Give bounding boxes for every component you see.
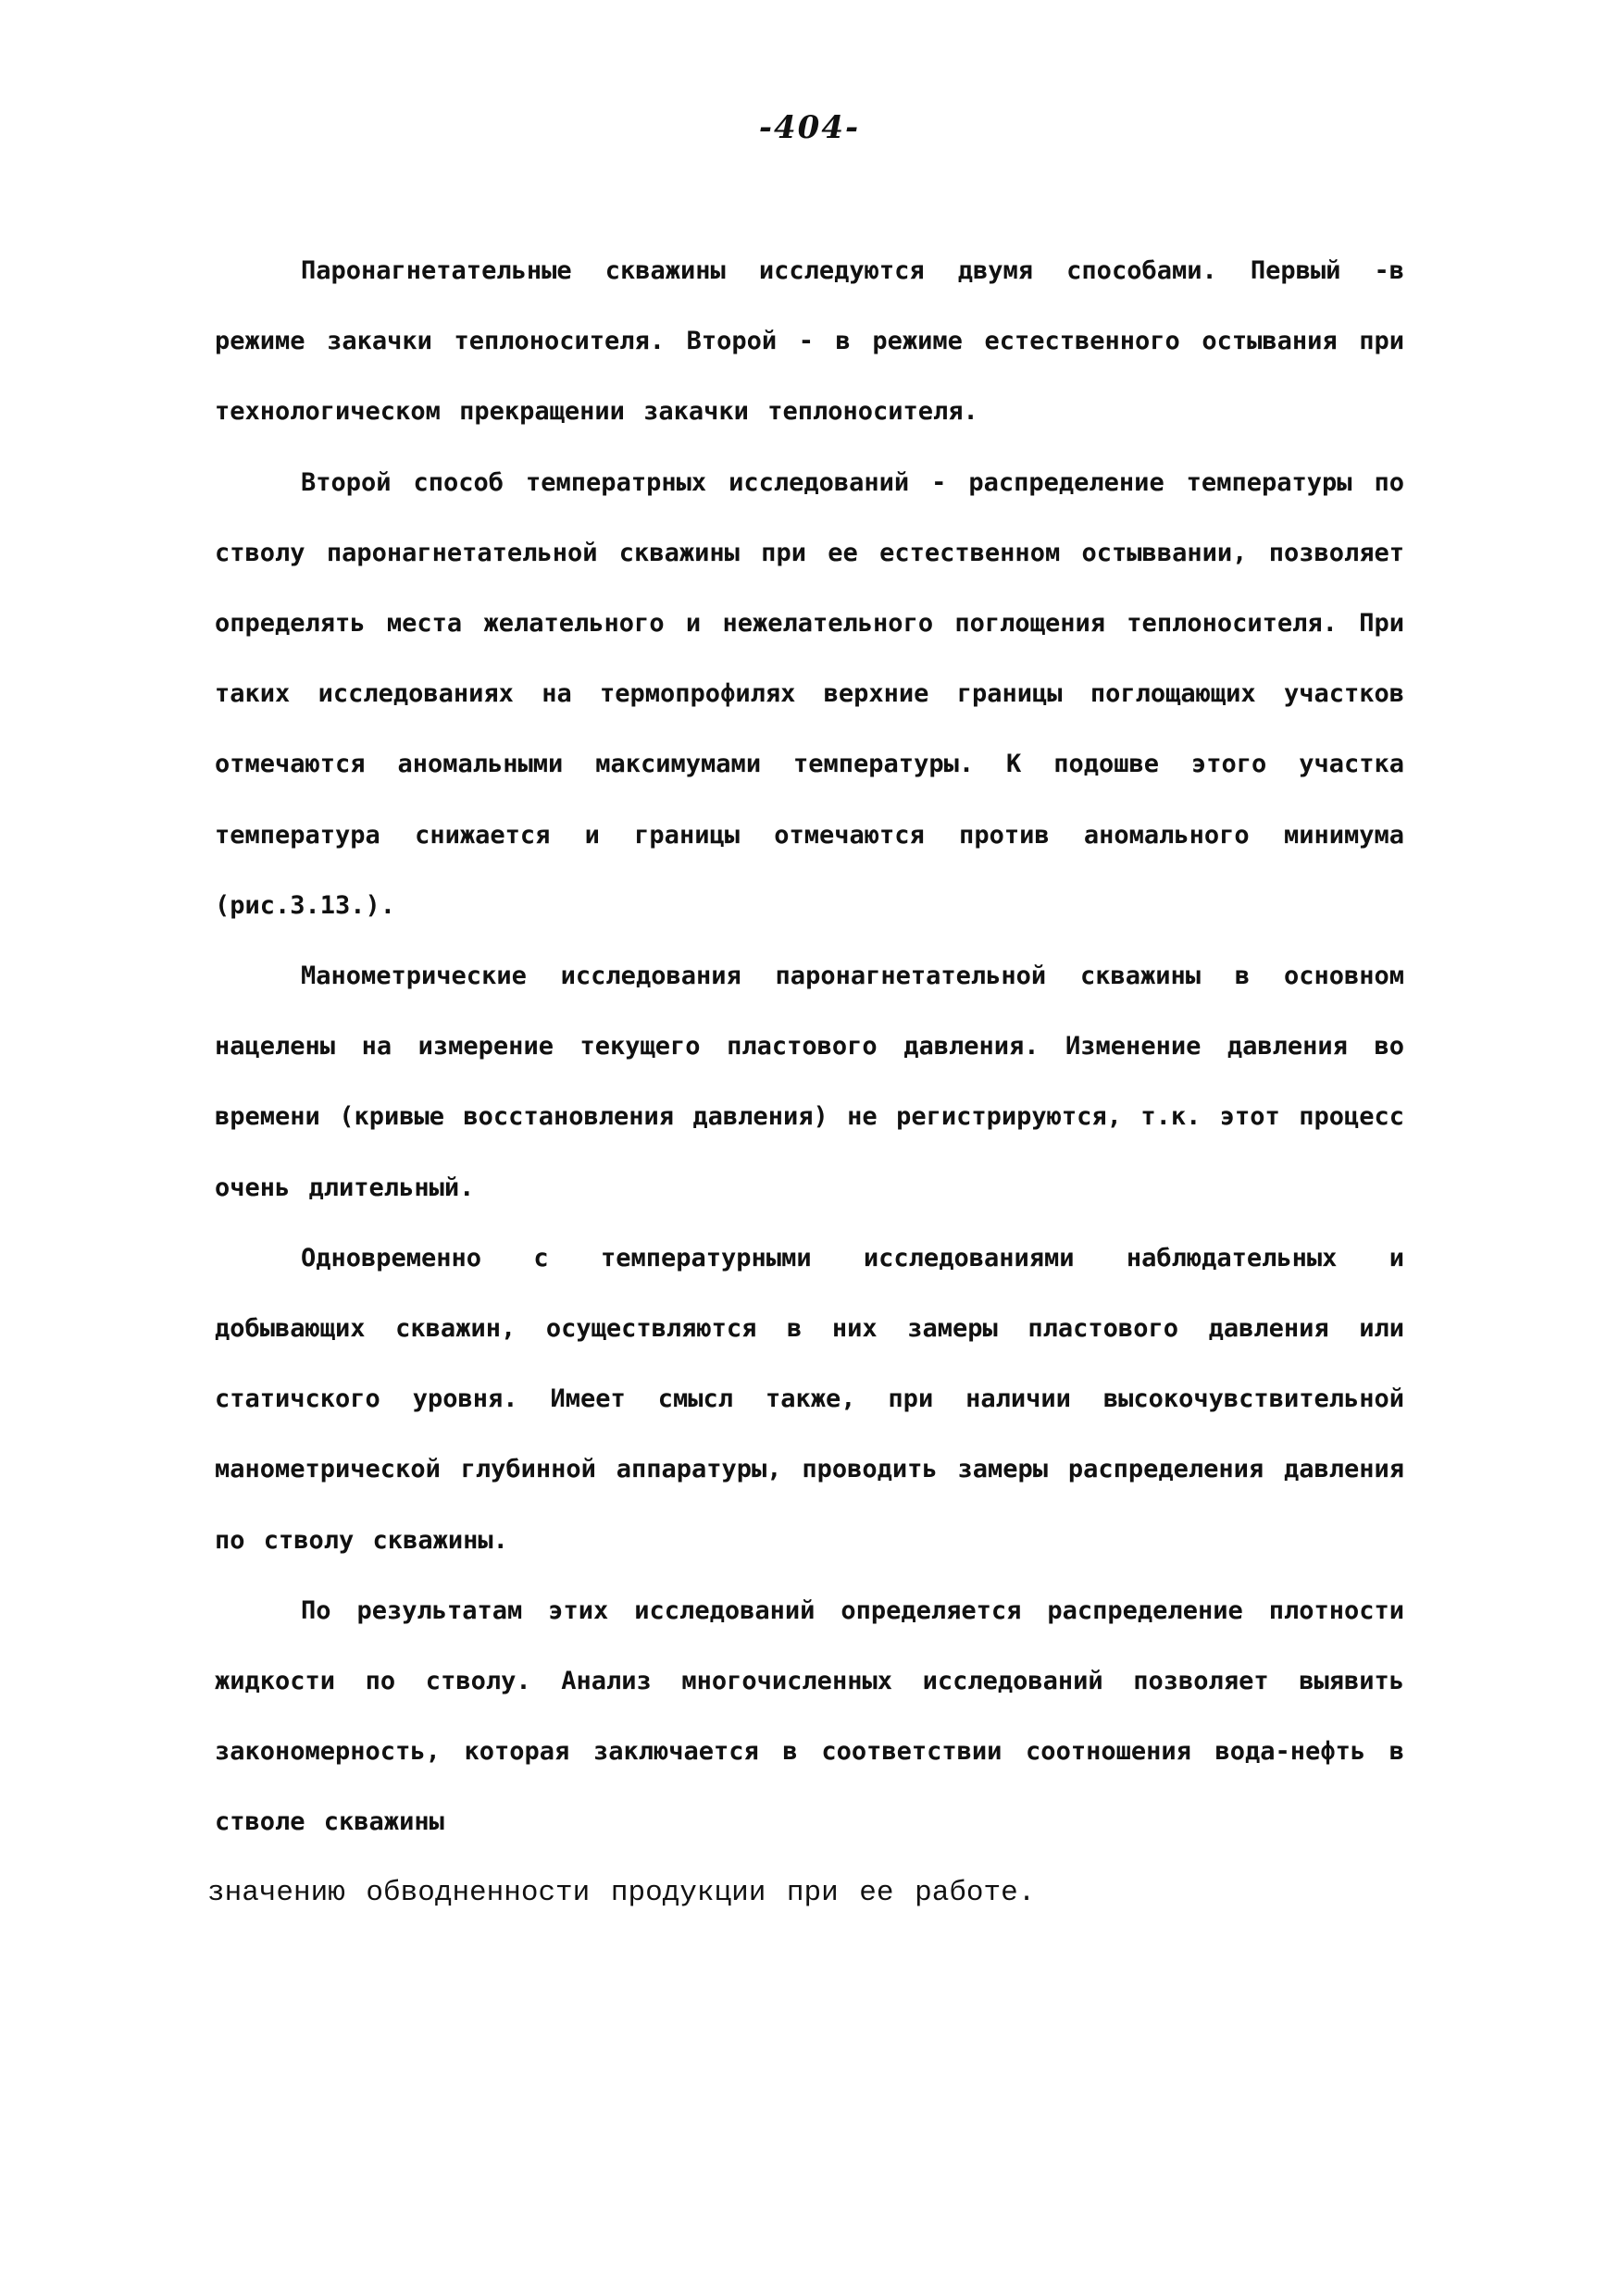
paragraph-temperature-method: Второй способ температрных исследований - распределение температуры по стволу паронагнетательной скважины при ее естественном остыввании, позволяет определять места желательного и нежелательного поглощения теплоносителя. При таких исследованиях на термопрофилях верхние границы поглощающих участков отмечаются аномальными максимумами температуры. К подошве этого участка температура снижается и границы отмечаются против аномального минимума (рис.3.13.).: [215, 467, 1404, 920]
document-body: [207, 236, 1404, 1929]
paragraph-manometric-studies: Манометрические исследования паронагнетательной скважины в основном нацелены на измерение текущего пластового давления. Изменение давления во времени (кривые восстановления давления) не регистрируются, т.к. этот процесс очень длительный.: [215, 962, 1404, 1202]
paragraph-injection-wells: Паронагнетательные скважины исследуются двумя способами. Первый -в режиме закачки теплоносителя. Второй - в режиме естественного остывания при технологическом прекращении закачки теплоносителя.: [215, 256, 1404, 427]
paragraph-simultaneous-measurements: Одновременно с температурными исследованиями наблюдательных и добывающих скважин, осуществляются в них замеры пластового давления или статичского уровня. Имеет смысл также, при наличии высокочувствительной манометрической глубинной аппаратуры, проводить замеры распределения давления по стволу скважины.: [215, 1243, 1404, 1555]
paragraph-density-results: По результатам этих исследований определяется распределение плотности жидкости по стволу. Анализ многочисленных исследований позволяет выявить закономерность, которая заключается в соответствии соотношения вода-нефть в стволе скважины: [215, 1595, 1404, 1837]
page-number: -404-: [758, 109, 861, 146]
paragraph-closing-line: значению обводненности продукции при ее работе.: [207, 1876, 1036, 1909]
